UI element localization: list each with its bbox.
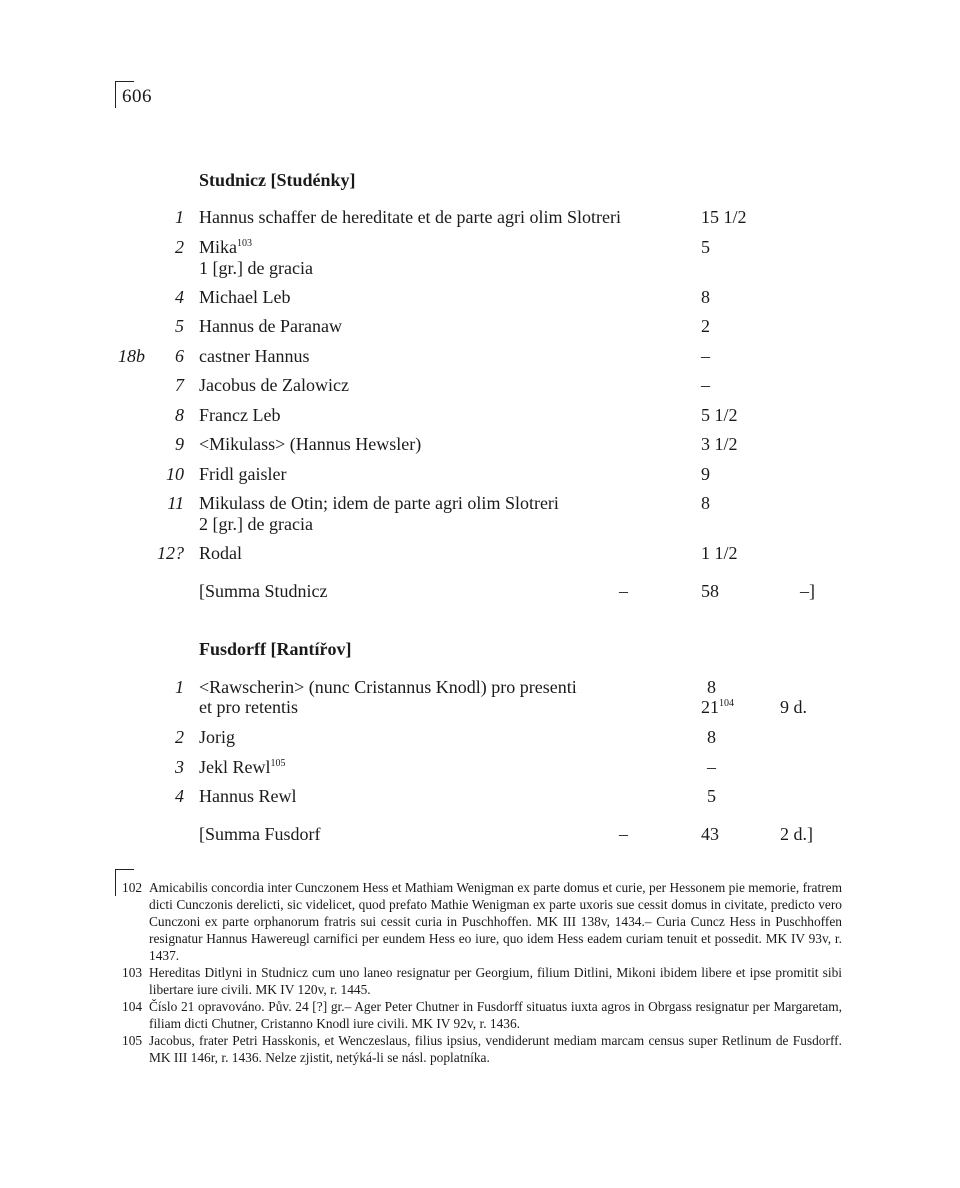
entry-number: 1: [175, 677, 184, 697]
entry-text: Fridl gaisler: [199, 464, 287, 484]
entry-row: [0, 464, 960, 484]
entry-number: 12?: [157, 543, 184, 563]
footnote-number: 103: [122, 965, 143, 980]
footnote-number: 104: [122, 999, 143, 1014]
entry-text: [199, 757, 286, 777]
footnote-104: [122, 999, 842, 1033]
entry-number: 8: [175, 405, 184, 425]
entry-text: [199, 237, 252, 257]
entry-number: 4: [175, 287, 184, 307]
entry-value: 2: [701, 316, 710, 336]
entry-text: <Mikulass> (Hannus Hewsler): [199, 434, 422, 454]
entry-value: 15 1/2: [701, 207, 747, 227]
entry-row: [0, 346, 960, 366]
footnote-ref: 105: [270, 758, 286, 769]
summa-dash: –: [619, 824, 628, 844]
entry-number: 7: [175, 375, 184, 395]
footnote-text: Hereditas Ditlyni in Studnicz cum uno laneo resignatur per Georgium, filium Ditlini, Mikoni ibidem libere et ipse promitit sibi libertare iure civili. MK IV 120v, r. 1445.: [149, 965, 842, 997]
entry-number: 2: [175, 727, 184, 747]
entry-row: [0, 727, 960, 747]
entry-row: [0, 677, 960, 697]
entry-text-continuation: 2 [gr.] de gracia: [199, 514, 313, 534]
entry-number: 10: [166, 464, 184, 484]
entry-row-continuation: [0, 258, 960, 278]
footnote-text: Jacobus, frater Petri Hasskonis, et Wenczeslaus, filius ipsius, vendiderunt mediam marcam census super Retlinum de Fusdorff. MK III 146r, r. 1436. Nelze zjistit, netýká-li se násl. poplatníka.: [149, 1033, 842, 1065]
footnote-ref: 104: [719, 698, 734, 709]
entry-number: 9: [175, 434, 184, 454]
summa-extra: –]: [800, 581, 815, 601]
page-number: 606: [122, 86, 152, 107]
entry-row: [0, 493, 960, 513]
footnote-105: [122, 1033, 842, 1067]
entry-value-main: 21: [701, 697, 719, 717]
entry-name: Jekl Rewl: [199, 757, 271, 777]
entry-text: Francz Leb: [199, 405, 281, 425]
summa-label: [Summa Fusdorf: [199, 824, 321, 844]
entry-value: 8: [707, 727, 716, 747]
entry-value: 8: [701, 493, 710, 513]
summa-row-fusdorf: [0, 824, 960, 844]
entry-number: 11: [167, 493, 184, 513]
entry-value: 5: [707, 786, 716, 806]
entry-row: [0, 237, 960, 257]
entry-text: Mikulass de Otin; idem de parte agri olim Slotreri: [199, 493, 559, 513]
entry-name: Mika: [199, 237, 237, 257]
entry-value: 5 1/2: [701, 405, 738, 425]
entry-number: 4: [175, 786, 184, 806]
footnote-text: Amicabilis concordia inter Cunczonem Hess et Mathiam Wenigman ex parte domus et curie, per Hessonem pie memorie, fratrem dicti Cunczonis derelicti, sic videlicet, quod prefato Mathie Wenigman ex parte uxoris sue cessit domus in civitate, predicto vero Cunczoni ex parte orphanorum fratris sui cessit curia in Puschhoffen. MK III 138v, 1434.– Curia Cuncz Hess in Puschhoffen resignatur Hannus Hawereugl carnifici per eundem Hess eo iure, quo idem Hess eadem curiam tenuit et possedit. MK IV 93v, r. 1437.: [149, 880, 842, 963]
entry-number: 2: [175, 237, 184, 257]
entry-text: castner Hannus: [199, 346, 310, 366]
entry-text-continuation: et pro retentis: [199, 697, 298, 717]
entry-row: [0, 434, 960, 454]
entry-value: 5: [701, 237, 710, 257]
entry-value: –: [707, 757, 716, 777]
entry-value: 8: [707, 677, 716, 697]
entry-row-continuation: [0, 514, 960, 534]
entry-value: –: [701, 346, 710, 366]
entry-text: Hannus schaffer de hereditate et de parte agri olim Slotreri: [199, 207, 621, 227]
entry-text: Jorig: [199, 727, 235, 747]
entry-value: 3 1/2: [701, 434, 738, 454]
entry-row: [0, 543, 960, 563]
entry-value: 8: [701, 287, 710, 307]
entry-row: [0, 375, 960, 395]
entry-text: Jacobus de Zalowicz: [199, 375, 349, 395]
entry-text: Michael Leb: [199, 287, 291, 307]
entry-value: 9: [701, 464, 710, 484]
entry-row: [0, 316, 960, 336]
section-heading-fusdorff: Fusdorff [Rantířov]: [199, 639, 352, 659]
summa-dash: –: [619, 581, 628, 601]
entry-text-continuation: 1 [gr.] de gracia: [199, 258, 313, 278]
entry-row: [0, 207, 960, 227]
entry-value: –: [701, 375, 710, 395]
entry-extra: 9 d.: [780, 697, 807, 717]
entry-number: 3: [175, 757, 184, 777]
summa-row-studnicz: [0, 581, 960, 601]
entry-number: 6: [175, 346, 184, 366]
summa-label: [Summa Studnicz: [199, 581, 328, 601]
footnote-102: [122, 880, 842, 965]
entry-value: [701, 697, 734, 717]
entry-number: 1: [175, 207, 184, 227]
entry-text: Hannus Rewl: [199, 786, 297, 806]
entry-text: Hannus de Paranaw: [199, 316, 342, 336]
entry-row: [0, 405, 960, 425]
folio-marker: 18b: [118, 346, 145, 366]
entry-row-continuation: [0, 697, 960, 717]
section-heading-studnicz: Studnicz [Studénky]: [199, 170, 356, 190]
entry-number: 5: [175, 316, 184, 336]
entry-row: [0, 786, 960, 806]
footnote-number: 102: [122, 880, 143, 895]
summa-value: 43: [701, 824, 719, 844]
footnote-103: [122, 965, 842, 999]
entry-row: [0, 287, 960, 307]
footnote-text: Číslo 21 opravováno. Pův. 24 [?] gr.– Ager Peter Chutner in Fusdorff situatus iuxta agros in Obrgass resignatur per Margaretam, filiam dicti Chutner, Cristanno Knodl iure civili. MK IV 92v, r. 1436.: [149, 999, 842, 1031]
entry-row: [0, 757, 960, 777]
entry-text: <Rawscherin> (nunc Cristannus Knodl) pro presenti: [199, 677, 577, 697]
summa-value: 58: [701, 581, 719, 601]
entry-value: 1 1/2: [701, 543, 738, 563]
footnote-ref: 103: [237, 238, 252, 249]
entry-text: Rodal: [199, 543, 242, 563]
footnote-number: 105: [122, 1033, 143, 1048]
summa-extra: 2 d.]: [780, 824, 813, 844]
